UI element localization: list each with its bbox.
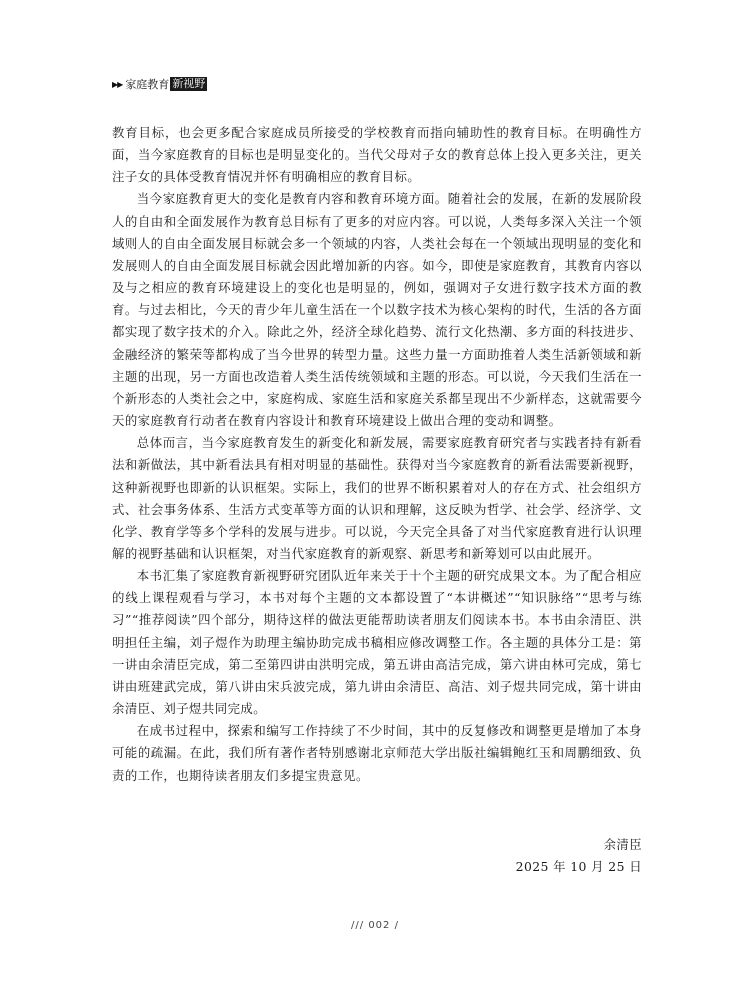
paragraph: 总体而言，当今家庭教育发生的新变化和新发展，需要家庭教育研究者与实践者持有新看法和新做法，其中新看法具有相对明显的基础性。获得对当今家庭教育的新看法需要新视野，这种新视野也即新的认识框架。实际上，我们的世界不断积累着对人的存在方式、社会组织方式、社会事务体系、生活方式变革等方面的认识和理解，这反映为哲学、社会学、经济学、文化学、教育学等多个学科的发展与进步。可以说，今天完全具备了对当代家庭教育进行认识理解的视野基础和认识框架，对当代家庭教育的新观察、新思考和新筹划可以由此展开。 (112, 435, 642, 561)
paragraph-continued: 教育目标，也会更多配合家庭成员所接受的学校教育而指向辅助性的教育目标。在明确性方面，当今家庭教育的目标也是明显变化的。当代父母对子女的教育总体上投入更多关注，更关注子女的具体受教育情况并怀有明确相应的教育目标。 (112, 125, 642, 185)
header-section-title: 家庭教育 (125, 78, 170, 91)
running-header (112, 76, 207, 92)
paragraph: 本书汇集了家庭教育新视野研究团队近年来关于十个主题的研究成果文本。为了配合相应的线上课程观看与学习，本书对每个主题的文本都设置了“本讲概述”“知识脉络”“思考与练习”“推荐阅读”四个部分，期待这样的做法更能帮助读者朋友们阅读本书。本书由余清臣、洪明担任主编，刘子煜作为助理主编协助完成书稿相应修改调整工作。各主题的具体分工是：第一讲由余清臣完成，第二至第四讲由洪明完成，第五讲由高洁完成，第六讲由林可完成，第七讲由班建武完成，第八讲由宋兵波完成，第九讲由余清臣、高洁、刘子煜共同完成，第十讲由余清臣、刘子煜共同完成。 (112, 568, 642, 717)
signature-block (516, 834, 642, 878)
header-section-tag: 新视野 (172, 77, 206, 90)
double-arrow-icon: ▶▶ (112, 79, 123, 89)
paragraph: 当今家庭教育更大的变化是教育内容和教育环境方面。随着社会的发展，在新的发展阶段人的自由和全面发展作为教育总目标有了更多的对应内容。可以说，人类每多深入关注一个领域则人的自由全面发展目标就会多一个领域的内容，人类社会每在一个领域出现明显的变化和发展则人的自由全面发展目标就会因此增加新的内容。如今，即使是家庭教育，其教育内容以及与之相应的教育环境建设上的变化也是明显的，例如，强调对子女进行数字技术方面的教育。与过去相比，今天的青少年儿童生活在一个以数字技术为核心架构的时代，生活的各方面都实现了数字技术的介入。除此之外，经济全球化趋势、流行文化热潮、多方面的科技进步、金融经济的繁荣等都构成了当今世界的转型力量。这些力量一方面助推着人类生活新领域和新主题的出现，另一方面也改造着人类生活传统领域和主题的形态。可以说，今天我们生活在一个新形态的人类社会之中，家庭构成、家庭生活和家庭关系都呈现出不少新样态，这就需要今天的家庭教育行动者在教育内容设计和教育环境建设上做出合理的变动和调整。 (112, 191, 642, 429)
page-number: /// 002 / (351, 920, 399, 931)
body-text (112, 122, 642, 787)
signature-date: 2025 年 10 月 25 日 (515, 859, 642, 874)
paragraph: 在成书过程中，探索和编写工作持续了不少时间，其中的反复修改和调整更是增加了本身可能的疏漏。在此，我们所有著作者特别感谢北京师范大学出版社编辑鲍红玉和周鹏细致、负责的工作，也期待读者朋友们多提宝贵意见。 (112, 723, 642, 783)
signature-author: 余清臣 (603, 837, 642, 852)
